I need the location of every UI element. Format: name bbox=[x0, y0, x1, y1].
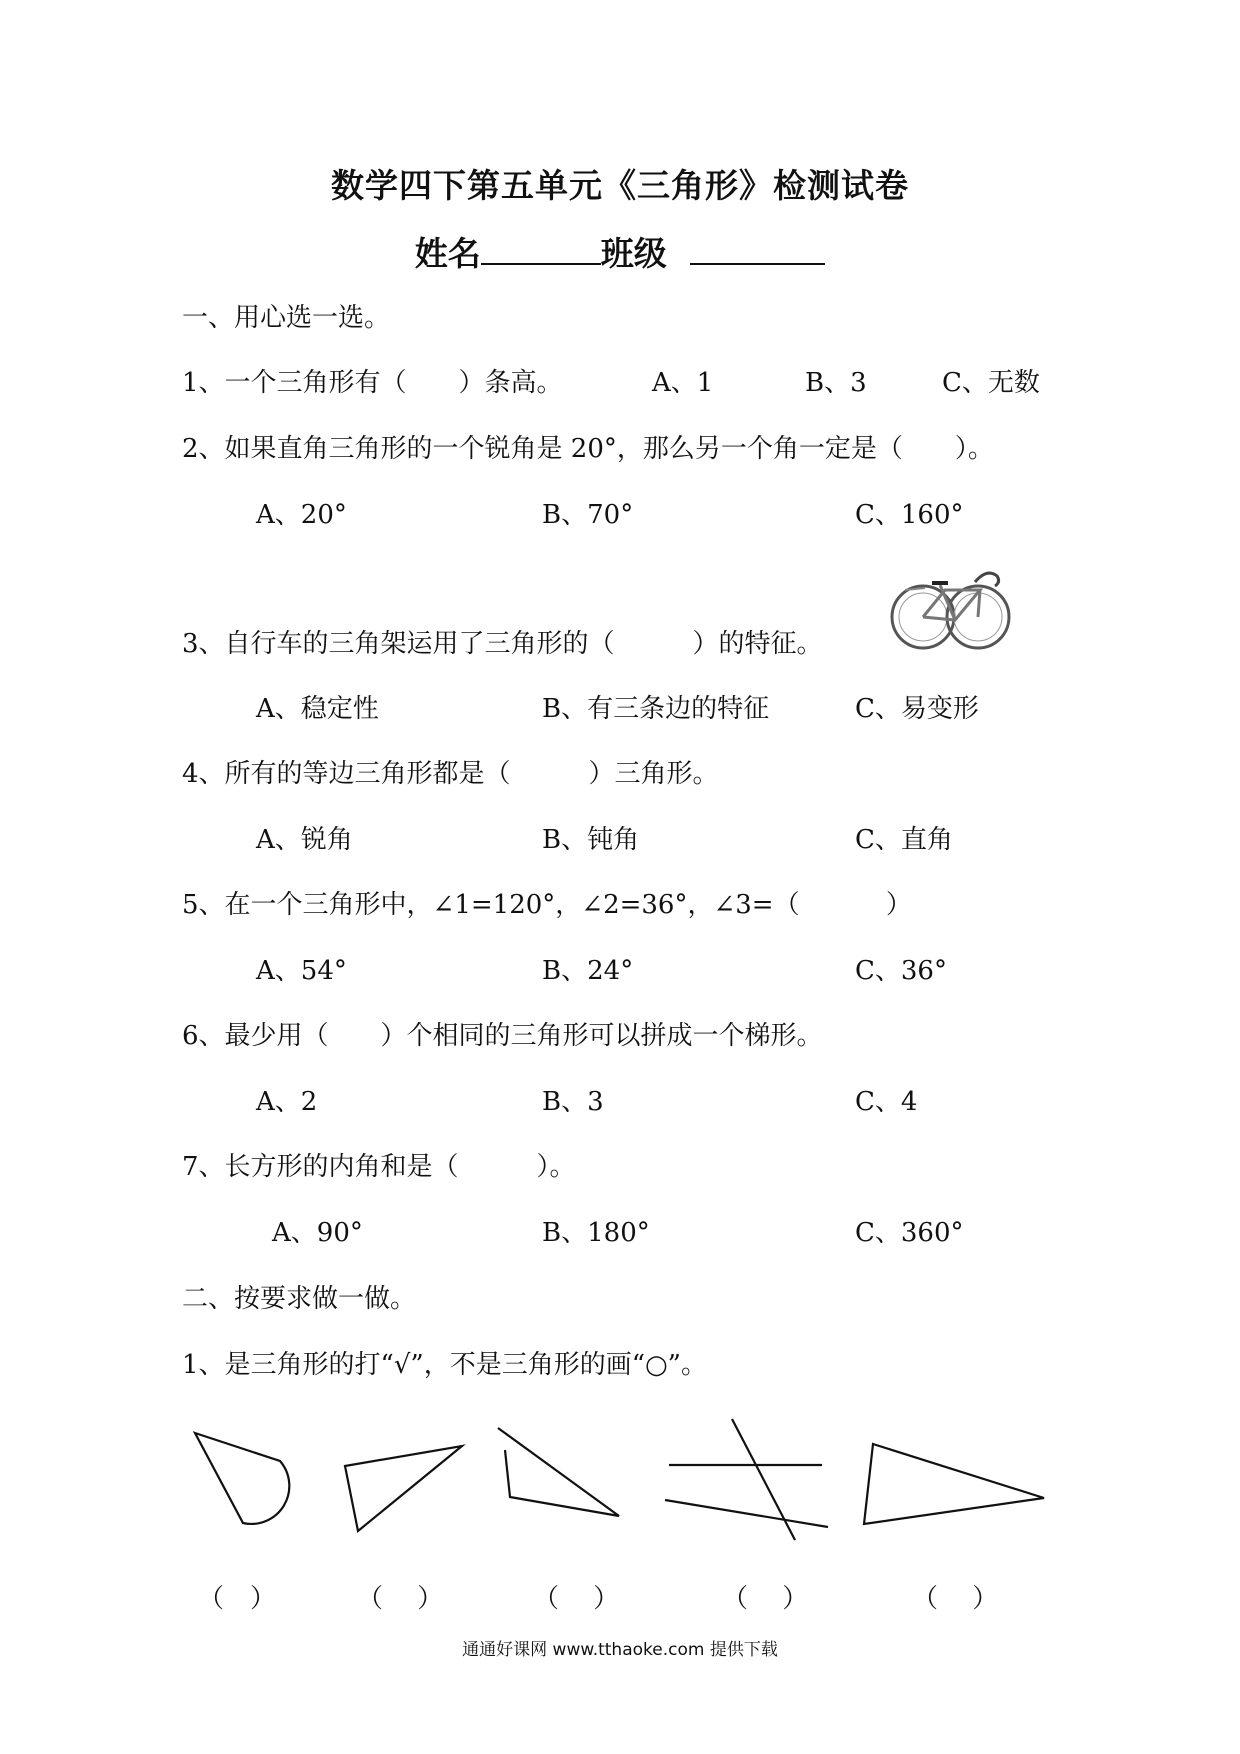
question-4-option-b[interactable]: B、钝角 bbox=[542, 825, 640, 855]
question-5-option-c[interactable]: C、36° bbox=[855, 956, 947, 986]
answer-paren-2[interactable]: （ ） bbox=[357, 1584, 444, 1614]
question-7-option-a[interactable]: A、90° bbox=[272, 1218, 363, 1248]
shape-1-arc-figure bbox=[195, 1433, 289, 1524]
shape-4-crossing-lines bbox=[665, 1419, 828, 1540]
answer-paren-5[interactable]: （ ） bbox=[912, 1584, 999, 1614]
section-1-heading: 一、用心选一选。 bbox=[182, 303, 391, 333]
question-5-text: 5、在一个三角形中，∠1=120°，∠2=36°，∠3=（ ） bbox=[182, 890, 912, 920]
question-3-option-c[interactable]: C、易变形 bbox=[855, 694, 979, 724]
answer-paren-4[interactable]: （ ） bbox=[722, 1584, 809, 1614]
question-4-text: 4、所有的等边三角形都是（ ）三角形。 bbox=[182, 759, 719, 789]
name-label: 姓名 bbox=[414, 234, 481, 273]
page-title: 数学四下第五单元《三角形》检测试卷 bbox=[331, 166, 909, 205]
answer-paren-3[interactable]: （ ） bbox=[533, 1584, 620, 1614]
question-7-text: 7、长方形的内角和是（ ）。 bbox=[182, 1152, 576, 1182]
question-1-text: 1、一个三角形有（ ）条高。 bbox=[182, 368, 563, 398]
question-1-option-c[interactable]: C、无数 bbox=[942, 368, 1040, 398]
question-3-text: 3、自行车的三角架运用了三角形的（ ）的特征。 bbox=[182, 629, 823, 659]
question-5-option-a[interactable]: A、54° bbox=[256, 956, 347, 986]
shape-3-open-figure bbox=[498, 1428, 619, 1516]
question-5-option-b[interactable]: B、24° bbox=[542, 956, 634, 986]
question-1-option-b[interactable]: B、3 bbox=[805, 368, 867, 398]
question-2-option-c[interactable]: C、160° bbox=[855, 500, 964, 530]
question-2-option-a[interactable]: A、20° bbox=[256, 500, 347, 530]
question-1-option-a[interactable]: A、1 bbox=[652, 368, 714, 398]
section-2-question-1-text: 1、是三角形的打“√”，不是三角形的画“○”。 bbox=[182, 1350, 707, 1380]
bicycle-icon bbox=[892, 573, 1009, 648]
section-2-heading: 二、按要求做一做。 bbox=[182, 1284, 417, 1314]
question-3-option-a[interactable]: A、稳定性 bbox=[256, 694, 379, 724]
question-6-text: 6、最少用（ ）个相同的三角形可以拼成一个梯形。 bbox=[182, 1021, 823, 1051]
question-6-option-c[interactable]: C、4 bbox=[855, 1087, 918, 1117]
question-7-option-c[interactable]: C、360° bbox=[855, 1218, 964, 1248]
question-2-text: 2、如果直角三角形的一个锐角是 20°，那么另一个角一定是（ ）。 bbox=[182, 434, 994, 464]
question-4-option-a[interactable]: A、锐角 bbox=[256, 825, 353, 855]
question-4-option-c[interactable]: C、直角 bbox=[855, 825, 953, 855]
shape-2-triangle bbox=[345, 1446, 462, 1531]
question-6-option-b[interactable]: B、3 bbox=[542, 1087, 604, 1117]
question-2-option-b[interactable]: B、70° bbox=[542, 500, 634, 530]
question-3-option-b[interactable]: B、有三条边的特征 bbox=[542, 694, 770, 724]
shape-5-triangle bbox=[864, 1444, 1044, 1524]
question-6-option-a[interactable]: A、2 bbox=[256, 1087, 318, 1117]
footer-credit: 通通好课网 www.tthaoke.com 提供下载 bbox=[462, 1640, 778, 1660]
question-7-option-b[interactable]: B、180° bbox=[542, 1218, 650, 1248]
answer-paren-1[interactable]: （ ） bbox=[198, 1584, 277, 1614]
class-label: 班级 bbox=[600, 234, 667, 273]
